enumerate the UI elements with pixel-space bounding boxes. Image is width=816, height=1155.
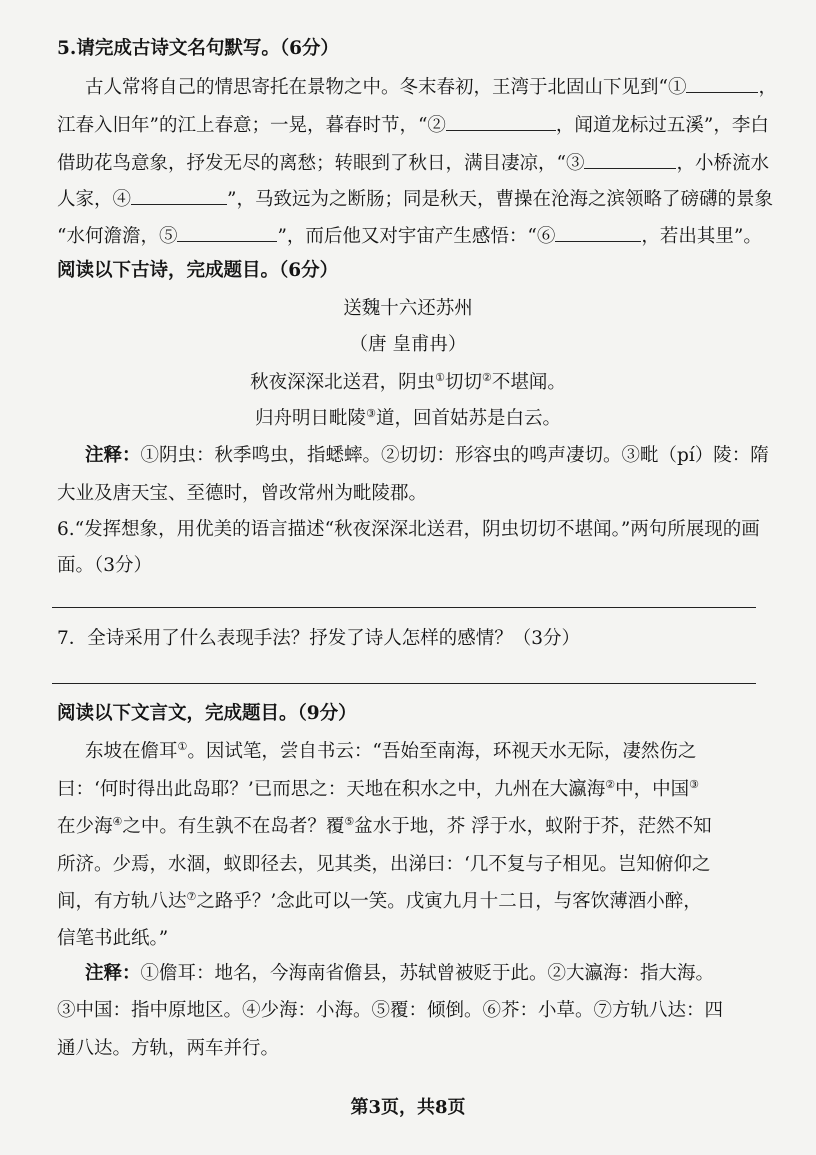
prose-notes-line-2: ③中国：指中原地区。④少海：小海。⑤覆：倾倒。⑥芥：小草。⑦方轨八达：四 (57, 1000, 724, 1021)
prose-text: 盆水于地，芥 浮于水，蚁附于芥，茫然不知 (354, 816, 712, 837)
q5-line-2 (57, 114, 769, 138)
answer-blank-4[interactable] (131, 188, 227, 205)
q5-text: 人家，④ (57, 189, 132, 210)
answer-blank-2[interactable] (446, 114, 556, 131)
q5-text: ， (758, 77, 777, 98)
q5-text: ，闻道龙标过五溪”，李白 (555, 115, 769, 136)
poem-text: 切切 (444, 372, 482, 393)
footnote-marker: ④ (112, 814, 123, 828)
poem-line-1 (0, 371, 816, 395)
prose-line-3 (57, 815, 769, 839)
prose-text: 在少海 (57, 816, 113, 837)
poem-text: 道，回首姑苏是白云。 (375, 408, 561, 429)
prose-line-6: 信笔书此纸。” (57, 928, 169, 949)
answer-blank-1[interactable] (686, 76, 758, 93)
prose-section-heading: 阅读以下文言文，完成题目。（9分） (57, 703, 357, 724)
footnote-marker: ⑤ (344, 814, 355, 828)
poem-author: （唐 皇甫冉） (349, 334, 467, 355)
q5-text: 古人常将自己的情思寄托在景物之中。冬末春初，王湾于北固山下见到“① (85, 77, 687, 98)
q5-heading: 5.请完成古诗文名句默写。（6分） (57, 38, 339, 59)
poem-text: 秋夜深深北送君，阴虫 (250, 372, 436, 393)
prose-text: 之路乎？’念此可以一笑。戊寅九月十二日，与客饮薄酒小醉， (196, 891, 702, 912)
poem-text: 归舟明日毗陵 (255, 408, 367, 429)
answer-line-q6[interactable] (52, 607, 756, 608)
q5-line-4 (57, 188, 773, 212)
prose-text: 曰：‘何时得出此岛耶？’已而思之：天地在积水之中，九州在大瀛海 (57, 779, 606, 800)
page-number: 第3页，共8页 (350, 1097, 466, 1118)
answer-blank-5[interactable] (177, 225, 277, 242)
poem-title: 送魏十六还苏州 (343, 298, 473, 319)
footnote-marker: ② (605, 777, 616, 791)
q5-line-1 (85, 76, 775, 100)
prose-line-2 (57, 778, 769, 802)
prose-line-4: 所济。少焉，水涸，蚁即径去，见其类，出涕曰：‘几不复与子相见。岂知俯仰之 (57, 854, 711, 875)
q6-line-2: 面。（3分） (57, 555, 153, 576)
notes-label: 注释： (85, 445, 141, 466)
poem-notes-line-2: 大业及唐天宝、至德时，曾改常州为毗陵郡。 (57, 483, 428, 504)
answer-line-q7[interactable] (52, 683, 756, 684)
answer-blank-3[interactable] (584, 152, 676, 169)
poem-text: 不堪闻。 (491, 372, 566, 393)
footnote-marker: ⑦ (186, 889, 197, 903)
q5-text: 江春入旧年”的江上春意；一晃，暮春时节，“② (57, 115, 446, 136)
footnote-marker: ③ (366, 406, 376, 420)
footnote-marker: ② (482, 370, 492, 384)
q5-text: ”，马致远为之断肠；同是秋天，曹操在沧海之滨领略了磅礴的景象 (227, 189, 773, 210)
q5-text: ，小桥流水 (676, 153, 769, 174)
q5-text: 借助花鸟意象，抒发无尽的离愁；转眼到了秋日，满目凄凉，“③ (57, 153, 585, 174)
prose-text: 中，中国 (615, 779, 690, 800)
footnote-marker: ① (177, 739, 188, 753)
notes-label: 注释： (85, 963, 141, 984)
answer-blank-6[interactable] (555, 225, 641, 242)
notes-text: ①阴虫：秋季鸣虫，指蟋蟀。②切切：形容虫的鸣声凄切。③毗（pí）陵：隋 (140, 445, 769, 466)
q5-text: ，若出其里”。 (641, 226, 762, 247)
prose-line-5 (57, 890, 769, 914)
prose-text: 。因试笔，尝自书云：“吾始至南海，环视天水无际，凄然伤之 (187, 741, 697, 762)
q5-line-5 (57, 225, 769, 249)
q5-text: “水何澹澹，⑤ (57, 226, 178, 247)
prose-text: 东坡在儋耳 (85, 741, 178, 762)
prose-text: 间，有方轨八达 (57, 891, 187, 912)
poem-section-heading: 阅读以下古诗，完成题目。（6分） (57, 260, 339, 281)
q6-line-1: 6.“发挥想象，用优美的语言描述“秋夜深深北送君，阴虫切切不堪闻。”两句所展现的画 (57, 519, 760, 540)
notes-text: ①儋耳：地名，今海南省儋县，苏轼曾被贬于此。②大瀛海：指大海。 (140, 963, 715, 984)
footnote-marker: ① (435, 370, 445, 384)
prose-notes-line-3: 通八达。方轨，两车并行。 (57, 1038, 280, 1059)
footnote-marker: ③ (689, 777, 700, 791)
poem-notes-line-1 (85, 444, 775, 468)
prose-notes-line-1 (85, 962, 775, 986)
q5-text: ”，而后他又对宇宙产生感悟：“⑥ (277, 226, 556, 247)
prose-line-1 (85, 740, 775, 764)
poem-line-2 (0, 407, 816, 431)
q7-text: 7．全诗采用了什么表现手法？抒发了诗人怎样的感情？（3分） (57, 628, 581, 649)
q5-line-3 (57, 152, 769, 176)
prose-text: 之中。有生孰不在岛者？覆 (122, 816, 345, 837)
